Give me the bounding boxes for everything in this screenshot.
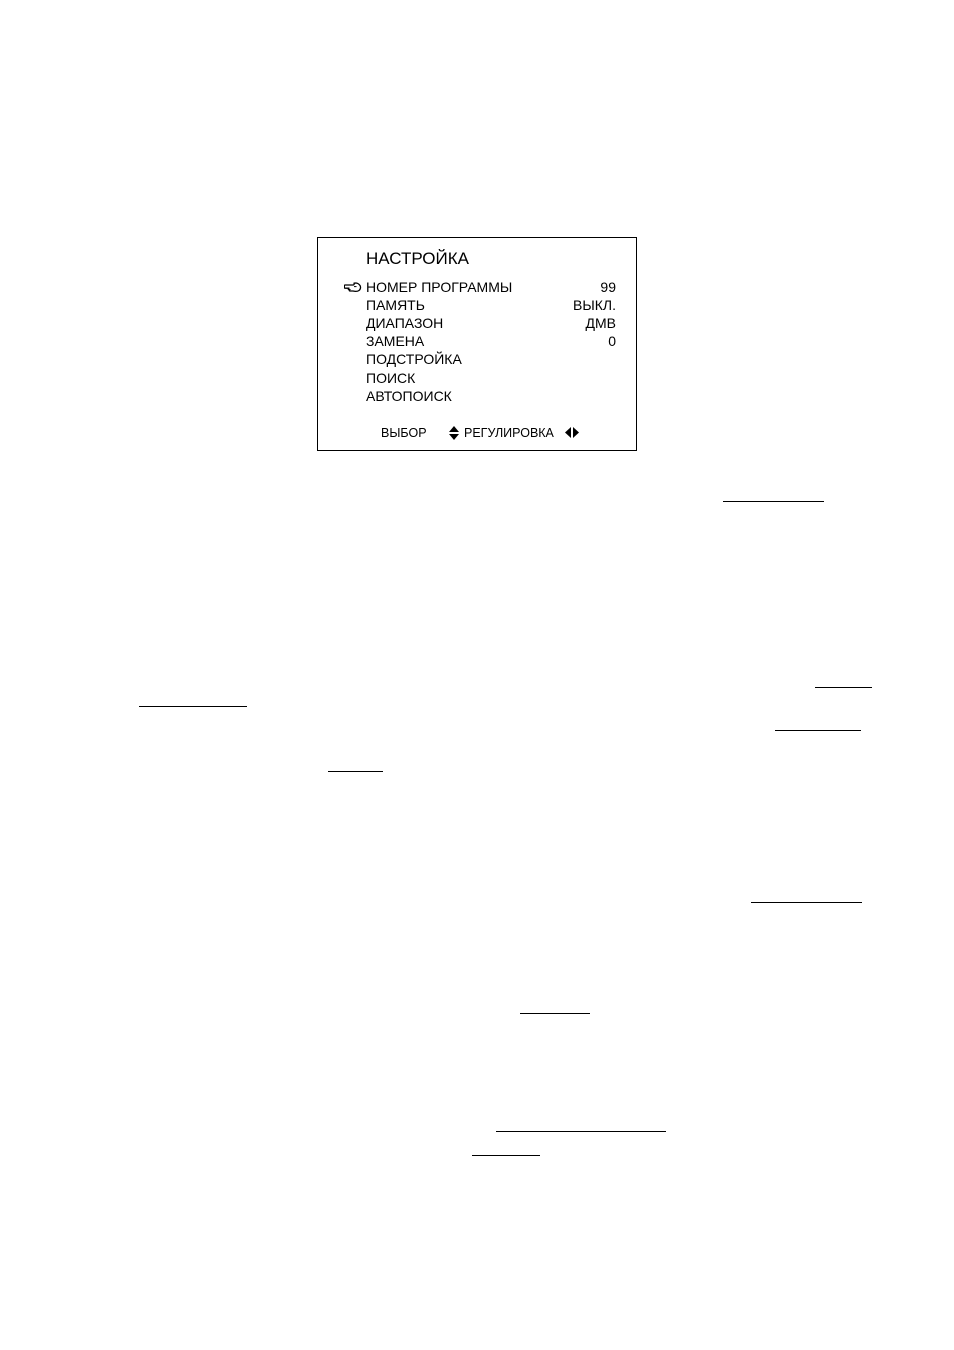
left-right-arrows-icon bbox=[564, 426, 580, 439]
underline-rule bbox=[815, 687, 872, 688]
select-hint-label: ВЫБОР bbox=[381, 426, 427, 440]
underline-rule bbox=[496, 1131, 666, 1132]
menu-title: НАСТРОЙКА bbox=[366, 249, 469, 268]
menu-item-value: ВЫКЛ. bbox=[573, 297, 616, 313]
menu-item-search[interactable] bbox=[366, 369, 616, 387]
tv-setup-menu bbox=[317, 237, 637, 451]
adjust-hint-label: РЕГУЛИРОВКА bbox=[464, 426, 554, 440]
underline-rule bbox=[775, 730, 861, 731]
underline-rule bbox=[139, 706, 247, 707]
underline-rule bbox=[520, 1013, 590, 1014]
menu-item-program-number[interactable] bbox=[366, 278, 616, 296]
menu-item-auto-search[interactable] bbox=[366, 387, 616, 405]
menu-item-label: ПОИСК bbox=[366, 370, 416, 386]
hand-pointer-icon bbox=[344, 280, 362, 294]
menu-item-label: АВТОПОИСК bbox=[366, 388, 452, 404]
underline-rule bbox=[723, 501, 824, 502]
menu-item-label: ДИАПАЗОН bbox=[366, 315, 444, 331]
up-down-arrows-icon bbox=[448, 425, 460, 441]
underline-rule bbox=[328, 771, 383, 772]
menu-item-value: 0 bbox=[608, 333, 616, 349]
menu-item-label: ПОДСТРОЙКА bbox=[366, 351, 462, 367]
menu-item-memory[interactable] bbox=[366, 296, 616, 314]
menu-item-value: 99 bbox=[600, 279, 616, 295]
menu-item-band[interactable] bbox=[366, 314, 616, 332]
menu-item-fine-tune[interactable] bbox=[366, 350, 616, 368]
menu-item-value: ДМВ bbox=[585, 315, 616, 331]
menu-item-label: ПАМЯТЬ bbox=[366, 297, 425, 313]
underline-rule bbox=[751, 902, 862, 903]
menu-item-swap[interactable] bbox=[366, 332, 616, 350]
menu-item-label: ЗАМЕНА bbox=[366, 333, 425, 349]
underline-rule bbox=[472, 1155, 540, 1156]
menu-item-label: НОМЕР ПРОГРАММЫ bbox=[366, 279, 513, 295]
